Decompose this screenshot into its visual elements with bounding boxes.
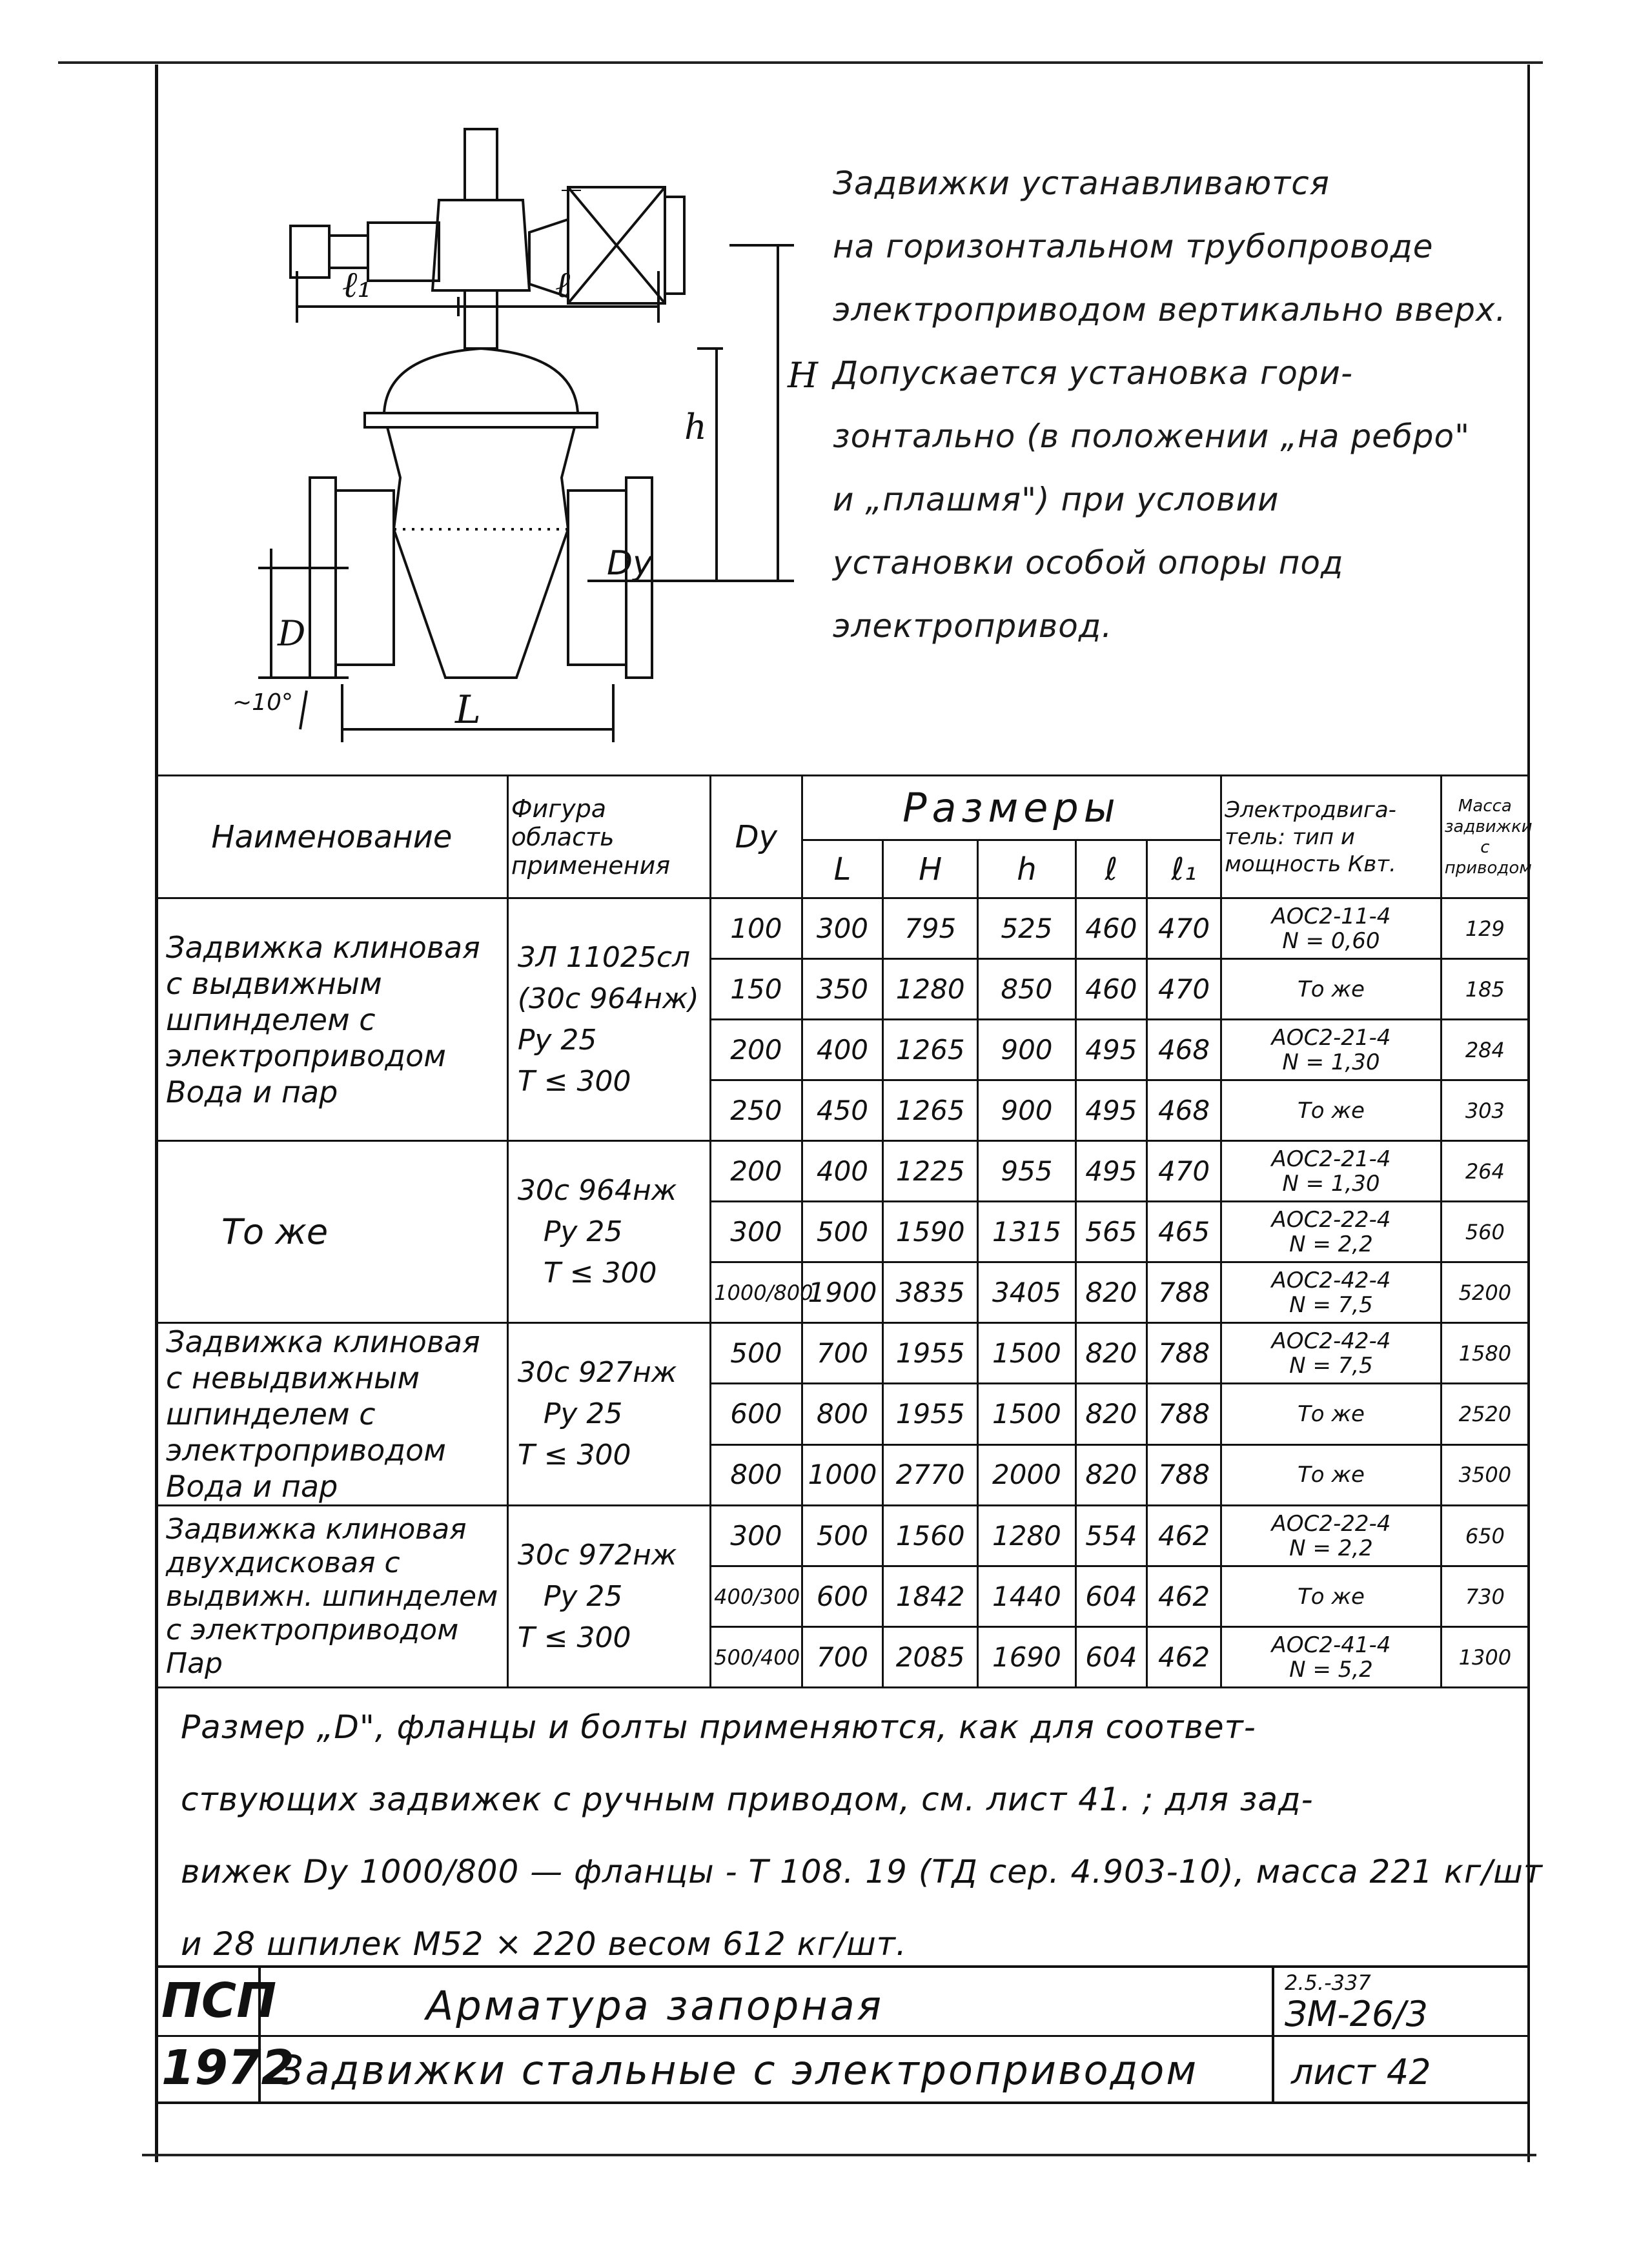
cell-l: 565 [1075, 1202, 1146, 1262]
cell-l: 460 [1075, 959, 1146, 1020]
table-row [156, 898, 1529, 959]
cell-motor: То же [1221, 1444, 1442, 1505]
cell-motor [1221, 1020, 1442, 1080]
motor-type: АОС2-21-4 [1271, 1146, 1391, 1172]
dim-label-H: H [788, 355, 819, 396]
header-figure: Фигура область применения [507, 776, 710, 898]
cell-mass: 284 [1441, 1020, 1529, 1080]
top-border-line [58, 61, 1543, 64]
cell-l: 554 [1075, 1506, 1146, 1566]
dim-label-angle: ~10° [232, 689, 293, 716]
cell-H: 795 [883, 898, 978, 959]
motor-power: N = 7,5 [1289, 1291, 1373, 1318]
cell-l: 820 [1075, 1384, 1146, 1444]
figure-line: Т ≤ 300 [543, 1256, 657, 1290]
note-line: и „плашмя") при условии [833, 481, 1279, 518]
cell-h: 3405 [977, 1262, 1075, 1323]
footnote-line: и 28 шпилек М52 × 220 весом 612 кг/шт. [181, 1925, 907, 1963]
cell-dy: 1000/800 [711, 1262, 802, 1323]
cell-l: 604 [1075, 1627, 1146, 1688]
year: 1972 [161, 2040, 294, 2096]
cell-l1: 788 [1146, 1444, 1221, 1505]
cell-mass: 650 [1441, 1506, 1529, 1566]
cell-l: 495 [1075, 1080, 1146, 1141]
cell-H: 1590 [883, 1202, 978, 1262]
dim-label-h: h [684, 407, 707, 447]
cell-L: 1000 [802, 1444, 883, 1505]
cell-H: 2085 [883, 1627, 978, 1688]
cell-dy: 400/300 [711, 1566, 802, 1627]
actuator-gearbox [433, 200, 529, 290]
motor-type: АОС2-22-4 [1271, 1206, 1391, 1233]
org-code: ПСП [161, 1973, 277, 2029]
cell-motor [1221, 1202, 1442, 1262]
note-line: Допускается установка гори- [833, 354, 1354, 392]
cell-l: 820 [1075, 1444, 1146, 1505]
cell-L: 300 [802, 898, 883, 959]
cell-l1: 470 [1146, 898, 1221, 959]
cell-mass: 2520 [1441, 1384, 1529, 1444]
cell-motor: То же [1221, 1080, 1442, 1141]
cell-h: 1440 [977, 1566, 1075, 1627]
motor-type: АОС2-41-4 [1271, 1632, 1391, 1658]
motor-type: АОС2-21-4 [1271, 1024, 1391, 1051]
cell-h: 2000 [977, 1444, 1075, 1505]
figure-line: (30с 964нж) [517, 982, 699, 1015]
dim-label-l: ℓ [555, 264, 571, 306]
doc-title: Арматура запорная [426, 1982, 884, 2029]
cell-dy: 500 [711, 1323, 802, 1384]
cell-l1: 788 [1146, 1323, 1221, 1384]
cell-l: 495 [1075, 1141, 1146, 1202]
note-line: установки особой опоры под [833, 544, 1344, 582]
sheet-number: лист 42 [1291, 2052, 1431, 2092]
valve-body [387, 427, 575, 678]
group-name: Задвижка клиновая двухдисковая с выдвижн. шпинделем с электроприводом Пар [156, 1506, 508, 1688]
figure-line: Ру 25 [543, 1397, 623, 1430]
header-motor: Электродвига-тель: тип и мощность Квт. [1221, 776, 1442, 898]
cell-L: 800 [802, 1384, 883, 1444]
stem-top [465, 129, 497, 200]
figure-line: 3Л 11025сл [517, 940, 691, 974]
group-figure [507, 1506, 710, 1688]
cell-L: 500 [802, 1506, 883, 1566]
cell-mass: 1580 [1441, 1323, 1529, 1384]
group-name: Задвижка клиновая с выдвижным шпинделем с электроприводом Вода и пар [156, 898, 508, 1141]
dim-label-l1: ℓ₁ [342, 264, 372, 306]
cell-motor [1221, 1323, 1442, 1384]
cell-mass: 303 [1441, 1080, 1529, 1141]
cell-H: 1955 [883, 1323, 978, 1384]
figure-line: Т ≤ 300 [517, 1621, 631, 1654]
cell-mass: 5200 [1441, 1262, 1529, 1323]
header-dimensions: Размеры [802, 776, 1221, 840]
cell-L: 700 [802, 1627, 883, 1688]
motor-power: N = 2,2 [1289, 1535, 1373, 1561]
cell-H: 1842 [883, 1566, 978, 1627]
motor-type: АОС2-22-4 [1271, 1510, 1391, 1537]
figure-line: Ру 25 [543, 1579, 623, 1613]
cell-l: 604 [1075, 1566, 1146, 1627]
table-row [156, 1141, 1529, 1202]
cell-mass: 1300 [1441, 1627, 1529, 1688]
dim-label-dy: Dy [607, 544, 653, 583]
doc-subtitle: Задвижки стальные с электроприводом [278, 2047, 1199, 2094]
cell-dy: 250 [711, 1080, 802, 1141]
cell-l1: 470 [1146, 1141, 1221, 1202]
cell-motor: То же [1221, 1384, 1442, 1444]
cell-H: 3835 [883, 1262, 978, 1323]
header-dim-l1: ℓ₁ [1146, 840, 1221, 898]
cell-l1: 788 [1146, 1384, 1221, 1444]
actuator-coupling [368, 223, 439, 281]
cell-L: 350 [802, 959, 883, 1020]
cell-l: 820 [1075, 1323, 1146, 1384]
note-line: электроприводом вертикально вверх. [833, 291, 1507, 329]
cell-h: 525 [977, 898, 1075, 959]
figure-line: 30с 972нж [517, 1538, 677, 1572]
cell-motor [1221, 1262, 1442, 1323]
header-name: Наименование [156, 776, 508, 898]
cell-L: 450 [802, 1080, 883, 1141]
cell-dy: 300 [711, 1506, 802, 1566]
note-line: электропривод. [833, 607, 1113, 645]
footnote-line: Размер „D", фланцы и болты применяются, как для соответ- [181, 1708, 1256, 1746]
cell-h: 1280 [977, 1506, 1075, 1566]
table-row [156, 1506, 1529, 1566]
figure-line: Ру 25 [517, 1023, 597, 1057]
cell-h: 1690 [977, 1627, 1075, 1688]
figure-line: Т ≤ 300 [517, 1064, 631, 1098]
figure-line: 30с 964нж [517, 1173, 677, 1207]
dim-label-D: D [278, 613, 306, 654]
left-flange [310, 478, 336, 678]
cell-dy: 600 [711, 1384, 802, 1444]
valve-bonnet [384, 349, 578, 413]
cell-l1: 462 [1146, 1627, 1221, 1688]
cell-dy: 300 [711, 1202, 802, 1262]
cell-motor [1221, 898, 1442, 959]
motor-type: АОС2-42-4 [1271, 1267, 1391, 1293]
figure-line: Т ≤ 300 [517, 1439, 631, 1472]
header-mass: Масса задвижки с приводом [1441, 776, 1529, 898]
cell-mass: 730 [1441, 1566, 1529, 1627]
table-row [156, 1323, 1529, 1384]
cell-l1: 470 [1146, 959, 1221, 1020]
cell-mass: 560 [1441, 1202, 1529, 1262]
cell-l: 495 [1075, 1020, 1146, 1080]
cell-motor [1221, 1141, 1442, 1202]
cell-L: 500 [802, 1202, 883, 1262]
installation-notes [833, 152, 1517, 658]
footnote-line: ствующих задвижек с ручным приводом, см. лист 41. ; для зад- [181, 1781, 1314, 1818]
cell-L: 1900 [802, 1262, 883, 1323]
header-dim-l: ℓ [1075, 840, 1146, 898]
motor-power: N = 2,2 [1289, 1231, 1373, 1257]
doc-code: ЗМ-26/3 [1285, 1994, 1428, 2034]
cell-l1: 462 [1146, 1566, 1221, 1627]
cell-dy: 200 [711, 1141, 802, 1202]
header-dim-H: H [883, 840, 978, 898]
cell-h: 900 [977, 1020, 1075, 1080]
cell-H: 1560 [883, 1506, 978, 1566]
cell-l1: 465 [1146, 1202, 1221, 1262]
cell-l: 460 [1075, 898, 1146, 959]
figure-line: 30с 927нж [517, 1356, 677, 1389]
title-block [155, 1965, 1530, 2104]
header-dim-L: L [802, 840, 883, 898]
cell-mass: 3500 [1441, 1444, 1529, 1505]
cell-H: 2770 [883, 1444, 978, 1505]
cell-l1: 468 [1146, 1080, 1221, 1141]
cell-dy: 500/400 [711, 1627, 802, 1688]
motor-power: N = 5,2 [1289, 1656, 1373, 1683]
group-figure [507, 1141, 710, 1323]
header-dim-h: h [977, 840, 1075, 898]
cell-H: 1265 [883, 1020, 978, 1080]
cell-l1: 788 [1146, 1262, 1221, 1323]
title-block-row-divider [155, 2035, 1530, 2037]
cell-L: 400 [802, 1141, 883, 1202]
note-line: на горизонтальном трубопроводе [833, 228, 1434, 265]
cell-l1: 462 [1146, 1506, 1221, 1566]
cell-H: 1955 [883, 1384, 978, 1444]
figure-line: Ру 25 [543, 1215, 623, 1248]
valve-spec-table [155, 775, 1533, 1688]
footnote-block [181, 1691, 1543, 1980]
motor-power: N = 7,5 [1289, 1352, 1373, 1379]
cell-H: 1225 [883, 1141, 978, 1202]
cell-h: 1500 [977, 1323, 1075, 1384]
motor-power: N = 1,30 [1282, 1170, 1380, 1197]
cell-l1: 468 [1146, 1020, 1221, 1080]
gate-valve-drawing [194, 77, 839, 775]
cell-h: 955 [977, 1141, 1075, 1202]
group-figure [507, 1323, 710, 1506]
bottom-border-line [142, 2154, 1536, 2156]
bonnet-flange [365, 413, 597, 427]
cell-motor: То же [1221, 959, 1442, 1020]
cell-H: 1265 [883, 1080, 978, 1141]
cell-H: 1280 [883, 959, 978, 1020]
cell-dy: 150 [711, 959, 802, 1020]
group-name: Задвижка клиновая с невыдвижным шпинделем с электроприводом Вода и пар [156, 1323, 508, 1506]
cell-L: 400 [802, 1020, 883, 1080]
cell-h: 850 [977, 959, 1075, 1020]
motor-power: N = 1,30 [1282, 1049, 1380, 1075]
note-line: зонтально (в положении „на ребро" [833, 418, 1471, 455]
header-dy: Dy [711, 776, 802, 898]
doc-code-small: 2.5.-337 [1285, 1970, 1371, 1995]
group-figure [507, 898, 710, 1141]
dim-label-L: L [455, 687, 481, 733]
cell-h: 900 [977, 1080, 1075, 1141]
cell-dy: 200 [711, 1020, 802, 1080]
note-line: Задвижки устанавливаются [833, 165, 1330, 202]
footnote-line: вижек Dy 1000/800 — фланцы - Т 108. 19 (ТД сер. 4.903-10), масса 221 кг/шт [181, 1853, 1543, 1890]
motor-type: АОС2-11-4 [1271, 903, 1391, 929]
cell-h: 1315 [977, 1202, 1075, 1262]
cell-L: 600 [802, 1566, 883, 1627]
cell-l: 820 [1075, 1262, 1146, 1323]
cell-mass: 129 [1441, 898, 1529, 959]
handwheel-flange [290, 226, 329, 278]
motor-type: АОС2-42-4 [1271, 1328, 1391, 1354]
cell-motor: То же [1221, 1566, 1442, 1627]
cell-L: 700 [802, 1323, 883, 1384]
cell-h: 1500 [977, 1384, 1075, 1444]
cell-motor [1221, 1627, 1442, 1688]
cell-mass: 185 [1441, 959, 1529, 1020]
cell-motor [1221, 1506, 1442, 1566]
cell-dy: 800 [711, 1444, 802, 1505]
cell-dy: 100 [711, 898, 802, 959]
group-name: То же [156, 1141, 508, 1323]
motor-power: N = 0,60 [1282, 927, 1380, 954]
cell-mass: 264 [1441, 1141, 1529, 1202]
